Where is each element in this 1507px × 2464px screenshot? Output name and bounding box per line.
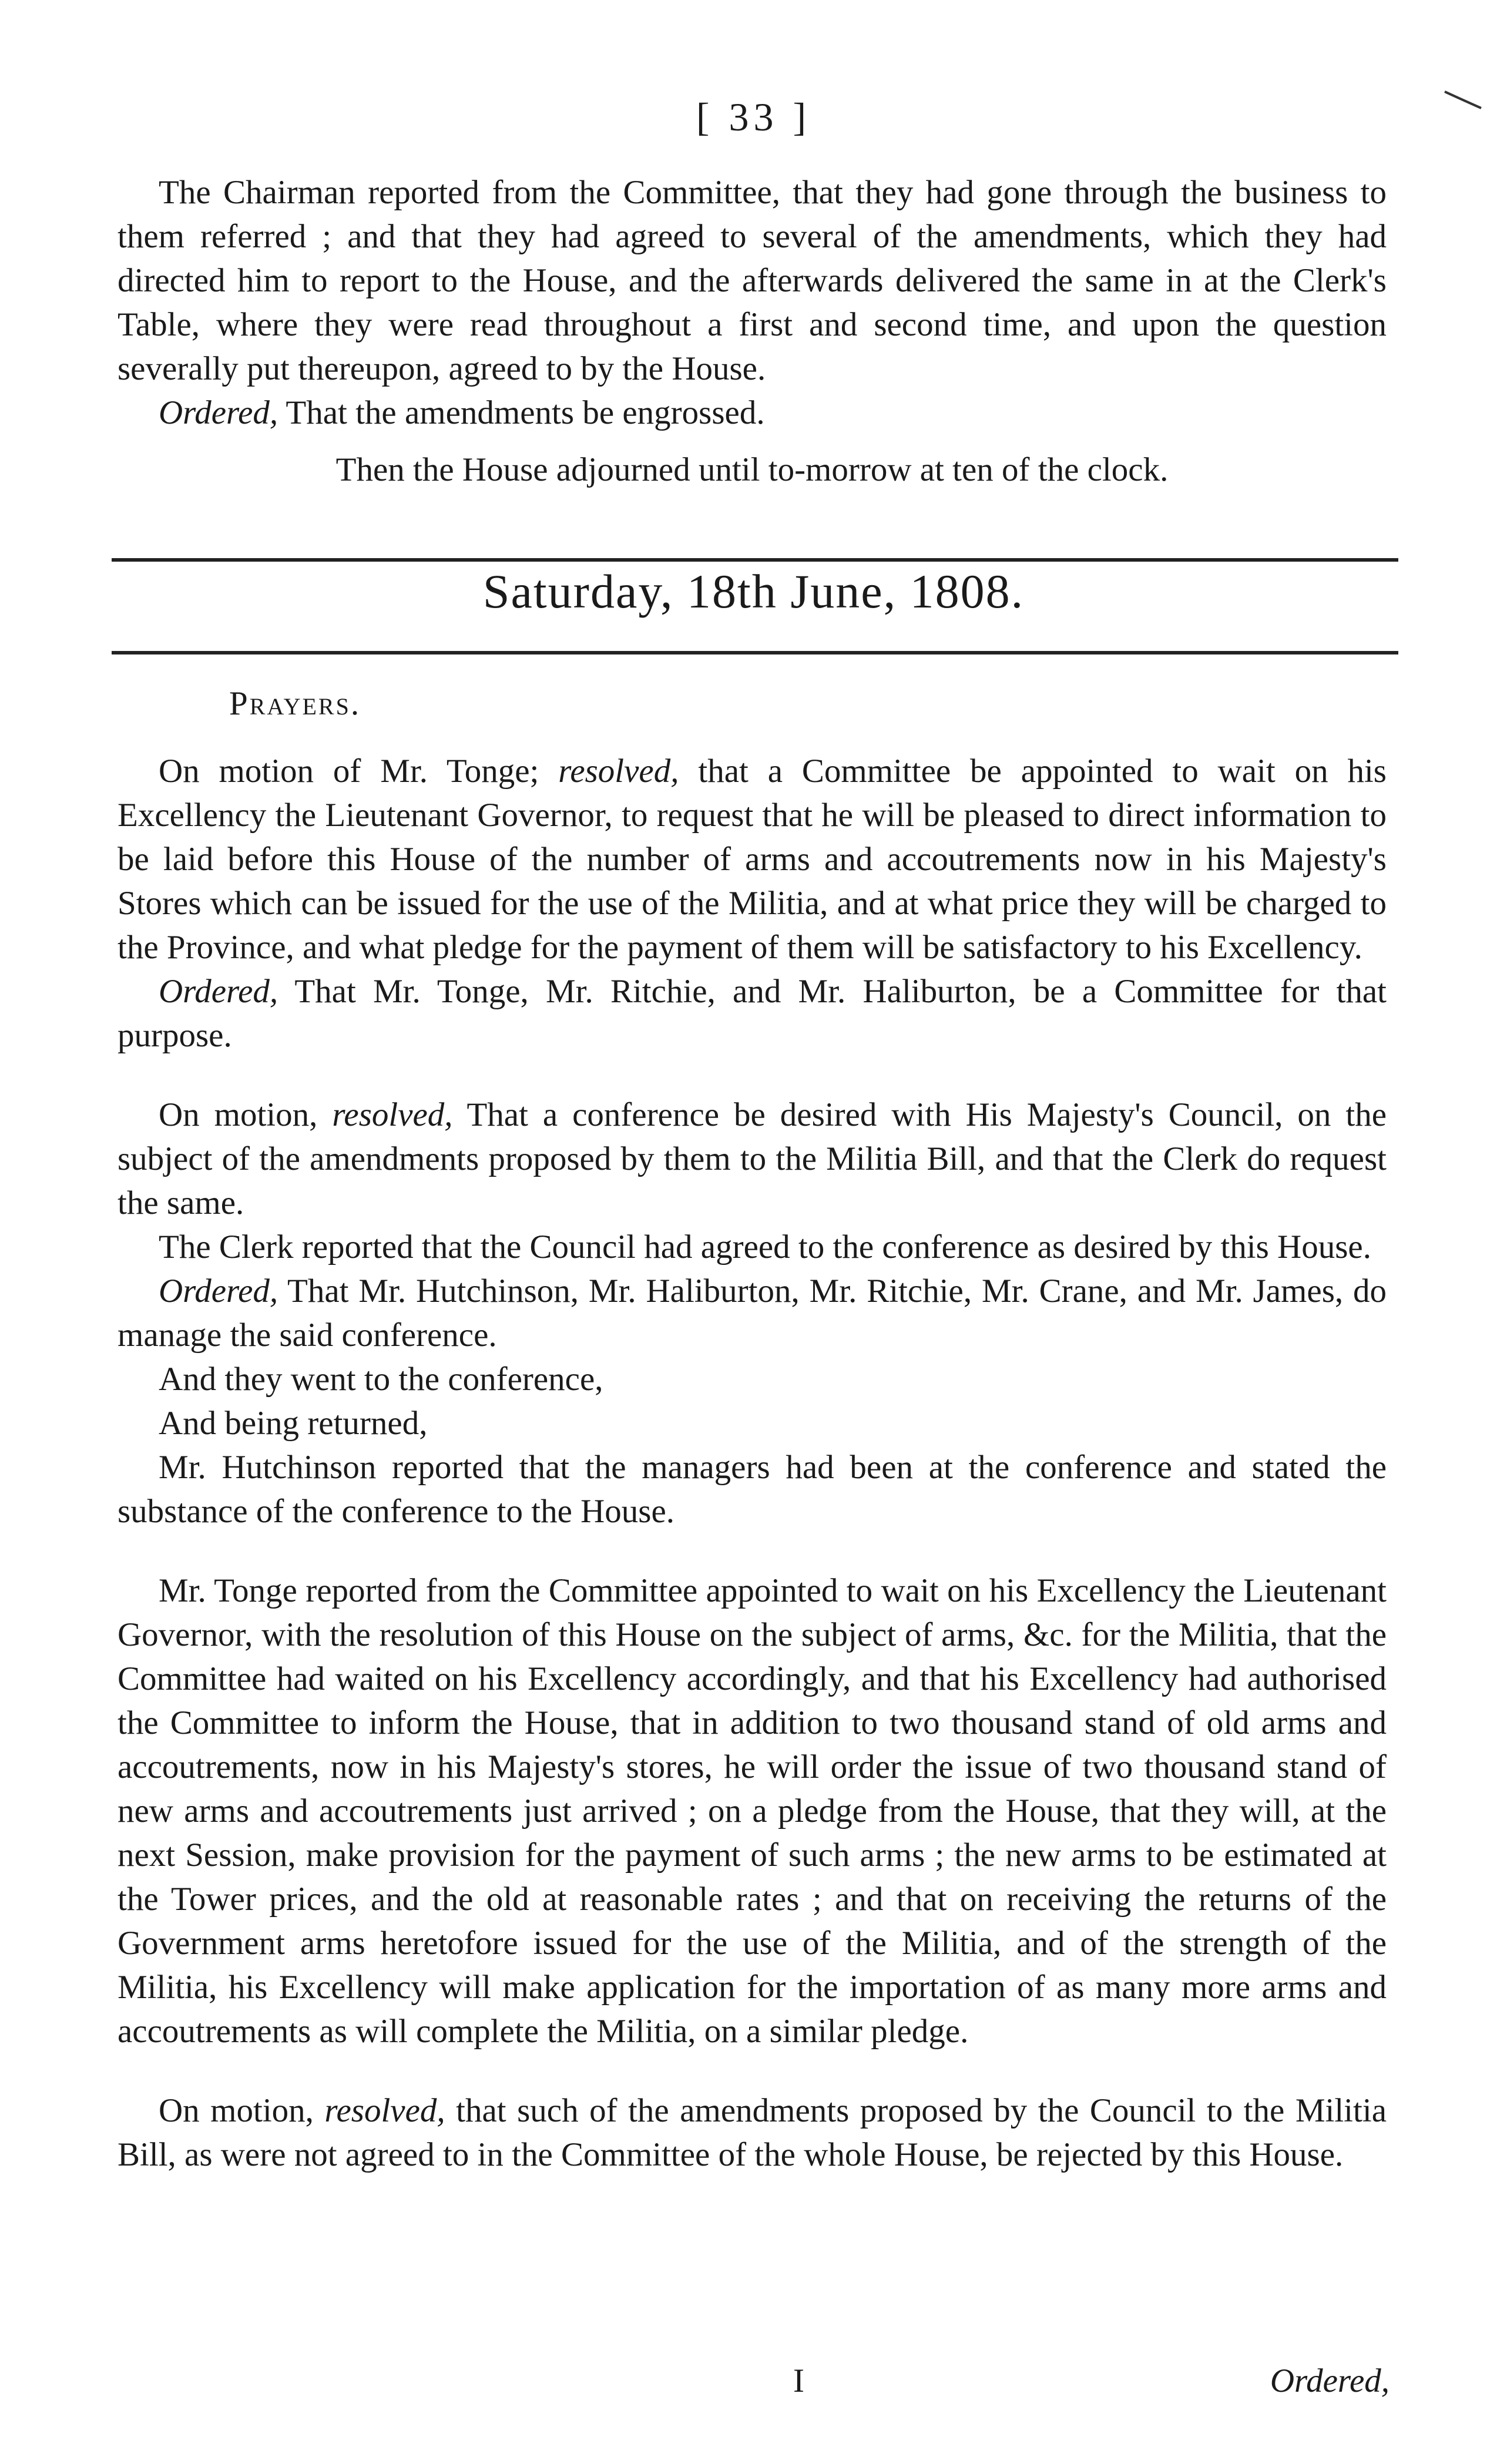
adjourned-line: Then the House adjourned until to-morrow at ten of the clock.: [335, 451, 1169, 488]
p10-lead: On motion,: [159, 2092, 314, 2129]
p3-resolved: resolved,: [332, 1096, 453, 1133]
p1-resolved: resolved,: [558, 753, 679, 790]
p5-ordered: Ordered,: [159, 1273, 278, 1310]
p1-rest: that a Committee be appointed to wait on his Excellency the Lieutenant Governor, to request that he will be pleased to direct information to be laid before this House of the number of arms and accoutrements now in his Majesty's Stores which can be issued for the use of the Militia, and at what price they will be charged to the Province, and what pledge for the payment of them will be satisfactory to his Excellency.: [118, 753, 1387, 966]
p3-rest: That a conference be desired with His Majesty's Council, on the subject of the amendments proposed by them to the Militia Bill, and that the Clerk do request the same.: [118, 1096, 1387, 1221]
ordered-label: Ordered,: [159, 394, 278, 431]
chairman-report-paragraph: The Chairman reported from the Committee, that they had gone through the business to them referred ; and that they had agreed to several of the amendments, which they had directed him to report to the House, and the afterwards delivered the same in at the Clerk's Table, where they were read throughout a first and second time, and upon the question severally put thereupon, agreed to by the House.: [118, 174, 1387, 387]
corner-stroke-mark: [1442, 88, 1483, 112]
p3-lead: On motion,: [159, 1096, 318, 1133]
signature-mark: I: [793, 2362, 804, 2399]
date-heading: Saturday, 18th June, 1808.: [482, 565, 1025, 618]
paragraph-being-returned: And being returned,: [159, 1405, 428, 1442]
paragraph-motion-conference: [118, 1093, 1387, 1225]
p5-rest: That Mr. Hutchinson, Mr. Haliburton, Mr. Ritchie, Mr. Crane, and Mr. James, do manage the said conference.: [118, 1273, 1387, 1354]
p2-ordered: Ordered,: [159, 973, 278, 1010]
main-body: [118, 682, 1387, 2177]
paragraph-clerk-reported: The Clerk reported that the Council had agreed to the conference as desired by this House.: [159, 1228, 1371, 1265]
paragraph-motion-amendments: [118, 2089, 1387, 2177]
paragraph-ordered-managers: [118, 1269, 1387, 1357]
page-number: [ 33 ]: [696, 95, 811, 139]
paragraph-went-to-conference: And they went to the conference,: [159, 1361, 603, 1398]
p1-lead: On motion of Mr. Tonge;: [159, 753, 539, 790]
catchword: [1270, 2362, 1389, 2400]
paragraph-motion-tonge: [118, 749, 1387, 969]
heading-rule-bottom: [112, 651, 1398, 654]
catchword-text: Ordered,: [1270, 2362, 1389, 2399]
p10-resolved: resolved,: [324, 2092, 445, 2129]
p2-rest: That Mr. Tonge, Mr. Ritchie, and Mr. Haliburton, be a Committee for that purpose.: [118, 973, 1387, 1054]
paragraph-tonge-reported: Mr. Tonge reported from the Committee appointed to wait on his Excellency the Lieutenant Governor, with the resolution of this House on the subject of arms, &c. for the Militia, that the Committee had waited on his Excellency accordingly, and that his Excellency had authorised the Committee to inform the House, that in addition to two thousand stand of old arms and accoutrements, now in his Majesty's stores, he will order the issue of two thousand stand of new arms and accoutrements just arrived ; on a pledge from the House, that they will, at the next Session, make provision for the payment of such arms ; the new arms to be estimated at the Tower prices, and the old at reasonable rates ; and that on receiving the returns of the Government arms heretofore issued for the use of the Militia, and of the strength of the Militia, his Excellency will make application for the importation of as many more arms and accoutrements as will complete the Militia, on a similar pledge.: [118, 1572, 1387, 2050]
paragraph-ordered-committee: [118, 969, 1387, 1058]
ordered-text: That the amendments be engrossed.: [286, 394, 765, 431]
p10-rest: that such of the amendments proposed by the Council to the Militia Bill, as were not agreed to in the Committee of the whole House, be rejected by this House.: [118, 2092, 1387, 2173]
ordered-engrossed-paragraph: [118, 391, 1387, 435]
heading-rule-top: [112, 558, 1398, 562]
prayers-label: Prayers.: [229, 685, 361, 722]
top-section: [118, 170, 1387, 492]
paragraph-hutchinson-reported: Mr. Hutchinson reported that the managers had been at the conference and stated the substance of the conference to the House.: [118, 1449, 1387, 1530]
